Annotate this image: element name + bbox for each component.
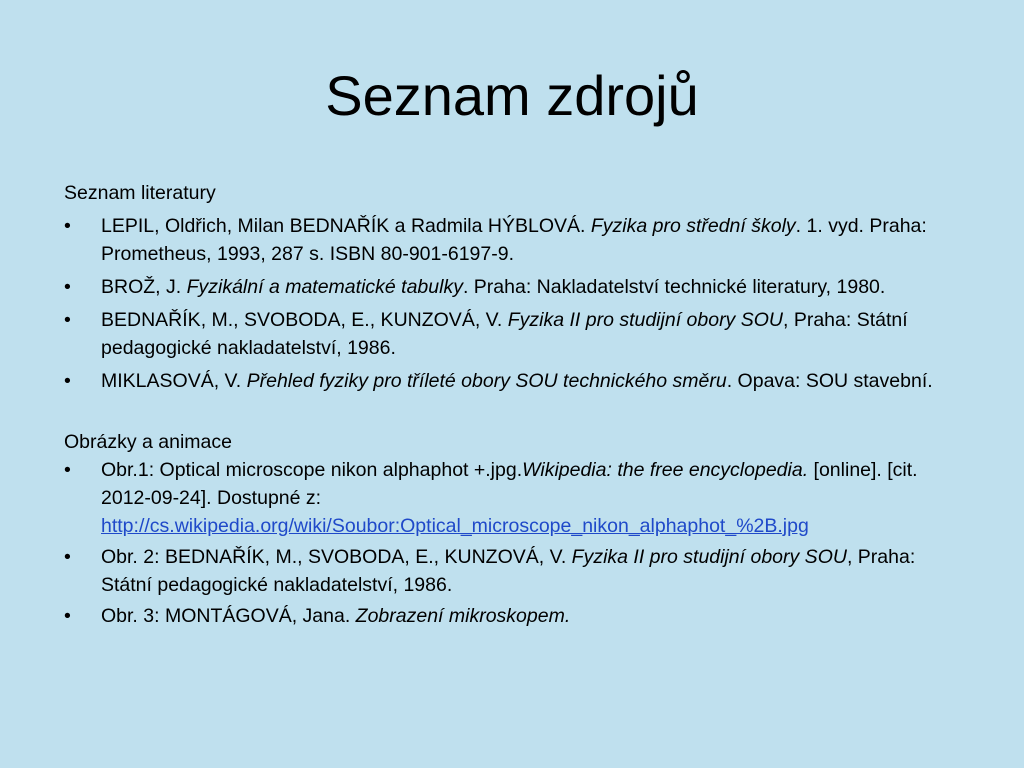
bullet-icon: • — [64, 370, 71, 392]
image-source-title: Zobrazení mikroskopem. — [355, 605, 571, 627]
citation-details: . 1. vyd. Praha: Prometheus, 1993, 287 s. ISBN 80-901-6197-9. — [101, 215, 927, 265]
images-list — [64, 456, 964, 630]
citation-details: . Praha: Nakladatelství technické literatury, 1980. — [462, 276, 886, 298]
citation-title: Fyzika pro střední školy — [590, 215, 796, 237]
literature-item — [64, 306, 964, 362]
bullet-icon: • — [64, 459, 71, 481]
image-source-title: Fyzika II pro studijní obory SOU — [571, 546, 847, 568]
literature-item — [64, 212, 964, 268]
image-source-label: Obr. 3: MONTÁGOVÁ, Jana. — [101, 605, 356, 627]
sources-content — [64, 179, 964, 630]
citation-title: Fyzika II pro studijní obory SOU — [507, 309, 783, 331]
image-source-item — [64, 602, 964, 630]
slide-title: Seznam zdrojů — [325, 64, 699, 127]
citation-details: , Praha: Státní pedagogické nakladatelství, 1986. — [101, 309, 908, 359]
image-source-label: Obr.1: Optical microscope nikon alphaphot +.jpg. — [101, 459, 523, 481]
image-source-link[interactable]: http://cs.wikipedia.org/wiki/Soubor:Optical_microscope_nikon_alphaphot_%2B.jpg — [101, 515, 809, 537]
literature-item — [64, 367, 964, 395]
image-source-details: , Praha: Státní pedagogické nakladatelství, 1986. — [101, 546, 916, 596]
bullet-icon: • — [64, 546, 71, 568]
image-source-label: Obr. 2: BEDNAŘÍK, M., SVOBODA, E., KUNZOVÁ, V. — [101, 546, 572, 568]
citation-authors: BROŽ, J. — [101, 276, 187, 298]
citation-details: . Opava: SOU stavební. — [726, 370, 933, 392]
citation-authors: BEDNAŘÍK, M., SVOBODA, E., KUNZOVÁ, V. — [101, 309, 508, 331]
literature-list — [64, 212, 964, 395]
images-heading: Obrázky a animace — [64, 431, 232, 453]
bullet-icon: • — [64, 605, 71, 627]
citation-authors: LEPIL, Oldřich, Milan BEDNAŘÍK a Radmila HÝBLOVÁ. — [101, 215, 591, 237]
image-source-publication: Wikipedia: the free encyclopedia. — [522, 459, 809, 481]
image-source-item — [64, 543, 964, 599]
citation-title: Fyzikální a matematické tabulky — [186, 276, 463, 298]
citation-title: Přehled fyziky pro tříleté obory SOU technického směru — [246, 370, 727, 392]
literature-item — [64, 273, 964, 301]
image-source-details: [online]. [cit. 2012-09-24]. Dostupné z: — [101, 459, 918, 509]
citation-authors: MIKLASOVÁ, V. — [101, 370, 247, 392]
bullet-icon: • — [64, 309, 71, 331]
literature-heading: Seznam literatury — [64, 182, 216, 204]
image-source-item — [64, 456, 964, 540]
bullet-icon: • — [64, 215, 71, 237]
bullet-icon: • — [64, 276, 71, 298]
